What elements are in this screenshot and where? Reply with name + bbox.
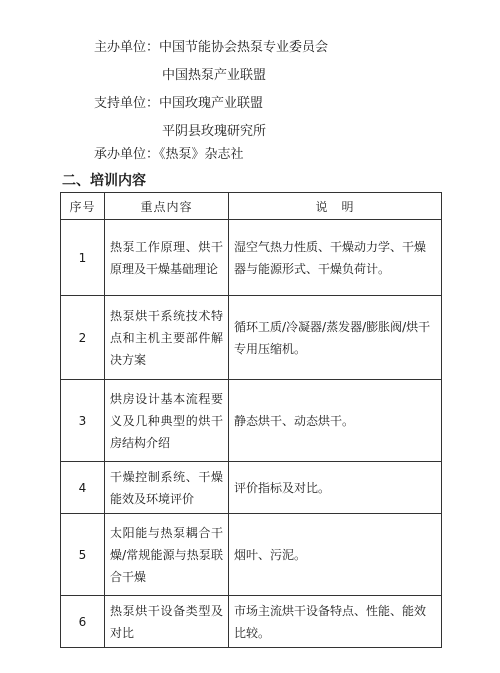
row-num: 5	[61, 514, 105, 596]
table-row	[61, 380, 442, 462]
row-num: 3	[61, 380, 105, 462]
support-org-line-1	[94, 95, 263, 113]
row-content: 热泵烘干设备类型及对比	[105, 596, 229, 648]
table-row	[61, 220, 442, 296]
row-content: 热泵烘干系统技术特点和主机主要部件解决方案	[105, 296, 229, 380]
header-num: 序号	[61, 193, 105, 220]
section-title: 二、培训内容	[62, 173, 146, 189]
training-content-table	[60, 192, 442, 648]
support-org-1: 中国玫瑰产业联盟	[159, 96, 264, 111]
row-num: 4	[61, 462, 105, 514]
support-label: 支持单位：	[94, 96, 160, 111]
host-org-line-1	[94, 39, 328, 57]
row-content: 干燥控制系统、干燥能效及环境评价	[105, 462, 229, 514]
row-desc: 评价指标及对比。	[229, 462, 442, 514]
row-desc: 湿空气热力性质、干燥动力学、干燥器与能源形式、干燥负荷计。	[229, 220, 442, 296]
host-org-line-2	[162, 67, 266, 85]
support-org-line-2	[162, 123, 266, 141]
table-row	[61, 514, 442, 596]
row-content: 太阳能与热泵耦合干燥/常规能源与热泵联合干燥	[105, 514, 229, 596]
row-desc: 市场主流烘干设备特点、性能、能效比较。	[229, 596, 442, 648]
table-row	[61, 296, 442, 380]
row-num: 2	[61, 296, 105, 380]
header-desc: 说 明	[229, 193, 442, 220]
row-desc: 烟叶、污泥。	[229, 514, 442, 596]
host-org-2: 中国热泵产业联盟	[162, 68, 267, 83]
host-org-1: 中国节能协会热泵专业委员会	[159, 40, 329, 55]
support-org-2: 平阴县玫瑰研究所	[162, 124, 267, 139]
row-desc: 循环工质/冷凝器/蒸发器/膨胀阀/烘干专用压缩机。	[229, 296, 442, 380]
undertake-org-line	[94, 146, 244, 164]
row-content: 烘房设计基本流程要义及几种典型的烘干房结构介绍	[105, 380, 229, 462]
table-row	[61, 596, 442, 648]
row-desc: 静态烘干、动态烘干。	[229, 380, 442, 462]
undertake-label: 承办单位：	[94, 147, 160, 162]
row-content: 热泵工作原理、烘干原理及干燥基础理论	[105, 220, 229, 296]
table-header-row	[61, 193, 442, 220]
undertake-org-1: 《热泵》杂志社	[159, 147, 244, 162]
row-num: 6	[61, 596, 105, 648]
host-label: 主办单位：	[94, 40, 160, 55]
table-row	[61, 462, 442, 514]
row-num: 1	[61, 220, 105, 296]
header-content: 重点内容	[105, 193, 229, 220]
